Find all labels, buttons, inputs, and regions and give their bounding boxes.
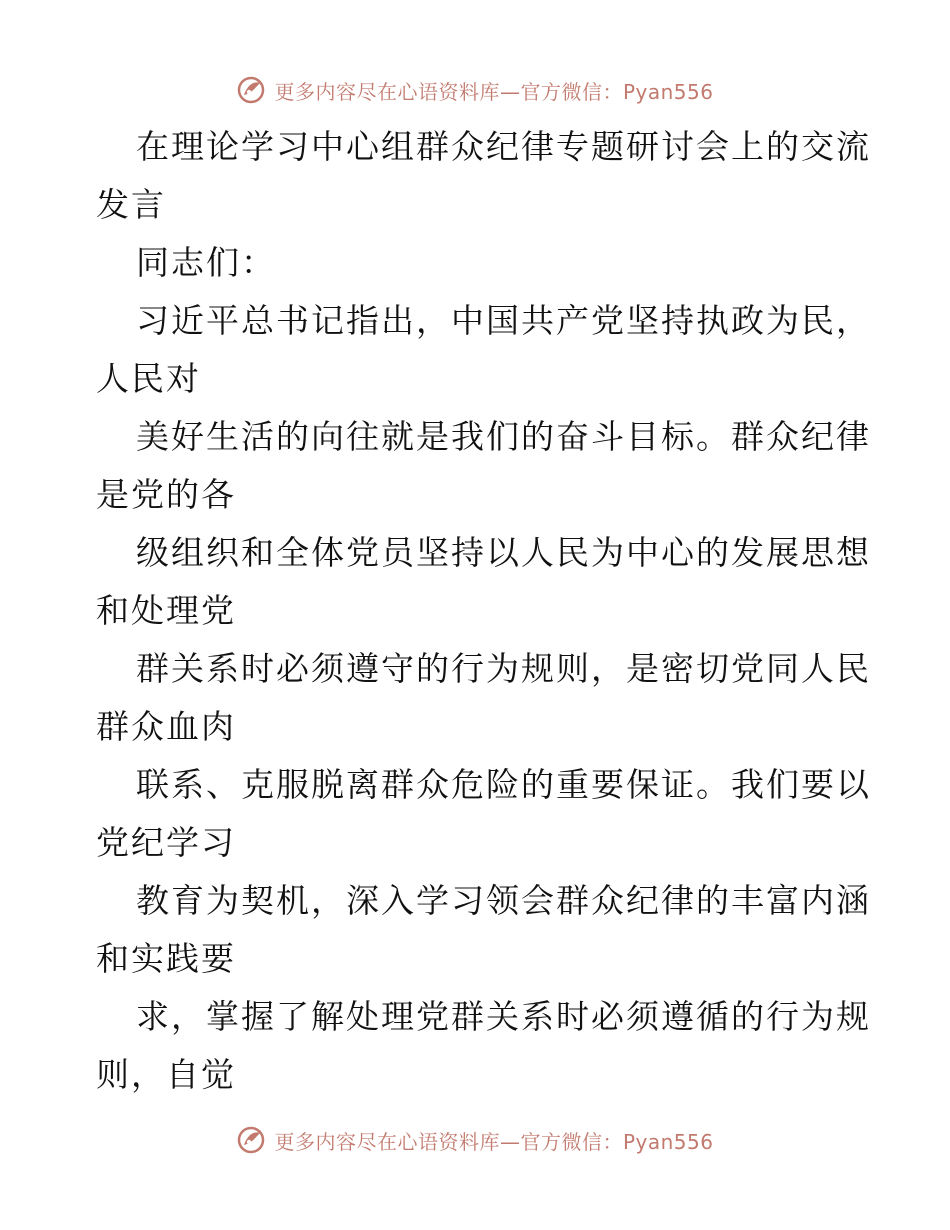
text-line: 发言 [96,185,166,224]
text-line: 美好生活的向往就是我们的奋斗目标。群众纪律 [136,417,871,456]
header-watermark [0,72,950,108]
text-line: 是党的各 [96,475,236,514]
leaf-emblem-icon [236,75,266,105]
text-line: 群关系时必须遵守的行为规则，是密切党同人民 [136,649,871,688]
text-line: 则，自觉 [96,1055,236,1094]
footer-watermark [0,1122,950,1158]
watermark-text: 更多内容尽在心语资料库—官方微信：Pyan556 [274,79,714,104]
text-line: 级组织和全体党员坚持以人民为中心的发展思想 [136,533,871,572]
text-line: 教育为契机，深入学习领会群众纪律的丰富内涵 [136,881,871,920]
text-line: 党纪学习 [96,823,236,862]
text-line: 和实践要 [96,939,236,978]
leaf-emblem-icon [236,1125,266,1155]
text-line: 同志们： [136,243,276,282]
text-line: 人民对 [96,359,201,398]
text-line: 联系、克服脱离群众危险的重要保证。我们要以 [136,765,871,804]
text-line: 在理论学习中心组群众纪律专题研讨会上的交流 [136,127,871,166]
document-body [96,118,871,1104]
text-line: 求，掌握了解处理党群关系时必须遵循的行为规 [136,997,871,1036]
text-line: 群众血肉 [96,707,236,746]
text-line: 习近平总书记指出，中国共产党坚持执政为民， [136,301,871,340]
watermark-text: 更多内容尽在心语资料库—官方微信：Pyan556 [274,1129,714,1154]
text-line: 和处理党 [96,591,236,630]
